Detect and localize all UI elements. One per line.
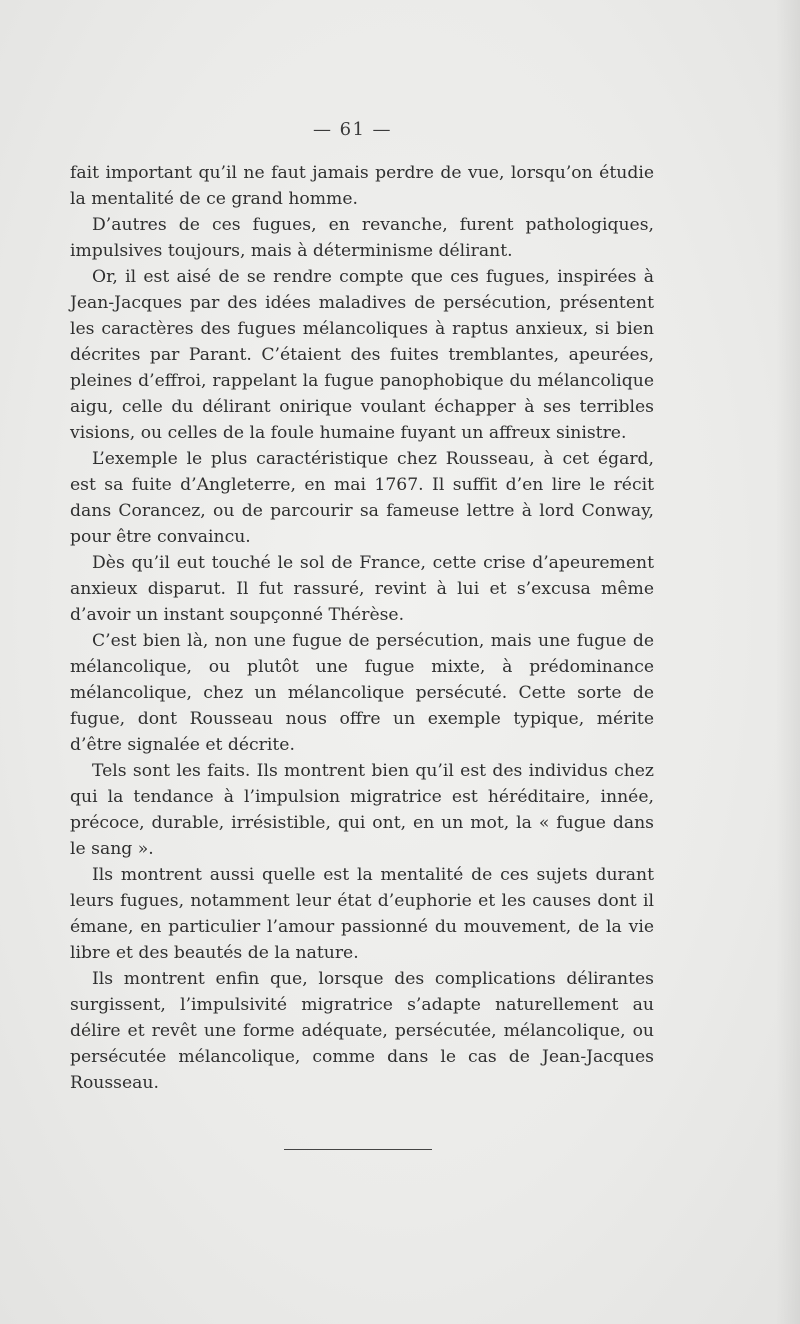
paragraph-3: Or, il est aisé de se rendre compte que ces fugues, inspirées à Jean-Jacques par des idées maladives de persécution, présentent les caractères des fugues mélancoliques à raptus anxieux, si bien décrites par Parant. C’étaient des fuites tremblantes, apeurées, pleines d’effroi, rappelant la fugue panophobique du mélancolique aigu, celle du délirant onirique voulant échapper à ses terribles visions, ou celles de la foule humaine fuyant un affreux sinistre. [70,267,654,443]
paragraph-1: fait important qu’il ne faut jamais perdre de vue, lorsqu’on étudie la mentalité de ce grand homme. [70,163,654,209]
paragraph-5: Dès qu’il eut touché le sol de France, cette crise d’apeurement anxieux disparut. Il fut rassuré, revint à lui et s’excusa même d’avoir un instant soupçonné Thérèse. [70,553,654,625]
paragraph-2: D’autres de ces fugues, en revanche, furent pathologiques, impulsives toujours, mais à déterminisme délirant. [70,215,654,261]
page-number: — 61 — [313,119,392,140]
paragraph-4: L’exemple le plus caractéristique chez Rousseau, à cet égard, est sa fuite d’Angleterre, en mai 1767. Il suffit d’en lire le récit dans Corancez, ou de parcourir sa fameuse lettre à lord Conway, pour être convaincu. [70,449,654,547]
body-text [70,160,654,1096]
page-edge-shadow [776,0,800,1324]
end-separator-line [284,1149,432,1150]
paragraph-6: C’est bien là, non une fugue de persécution, mais une fugue de mélancolique, ou plutôt une fugue mixte, à prédominance mélancolique, chez un mélancolique persécuté. Cette sorte de fugue, dont Rousseau nous offre un exemple typique, mérite d’être signalée et décrite. [70,631,654,755]
paragraph-8: Ils montrent aussi quelle est la mentalité de ces sujets durant leurs fugues, notamment leur état d’euphorie et les causes dont il émane, en particulier l’amour passionné du mouvement, de la vie libre et des beautés de la nature. [70,865,654,963]
paragraph-9: Ils montrent enfin que, lorsque des complications délirantes surgissent, l’impulsivité migratrice s’adapte naturellement au délire et revêt une forme adéquate, persécutée, mélancolique, ou persécutée mélancolique, comme dans le cas de Jean-Jacques Rousseau. [70,969,654,1093]
paragraph-7: Tels sont les faits. Ils montrent bien qu’il est des individus chez qui la tendance à l’impulsion migratrice est héréditaire, innée, précoce, durable, irrésistible, qui ont, en un mot, la « fugue dans le sang ». [70,761,654,859]
